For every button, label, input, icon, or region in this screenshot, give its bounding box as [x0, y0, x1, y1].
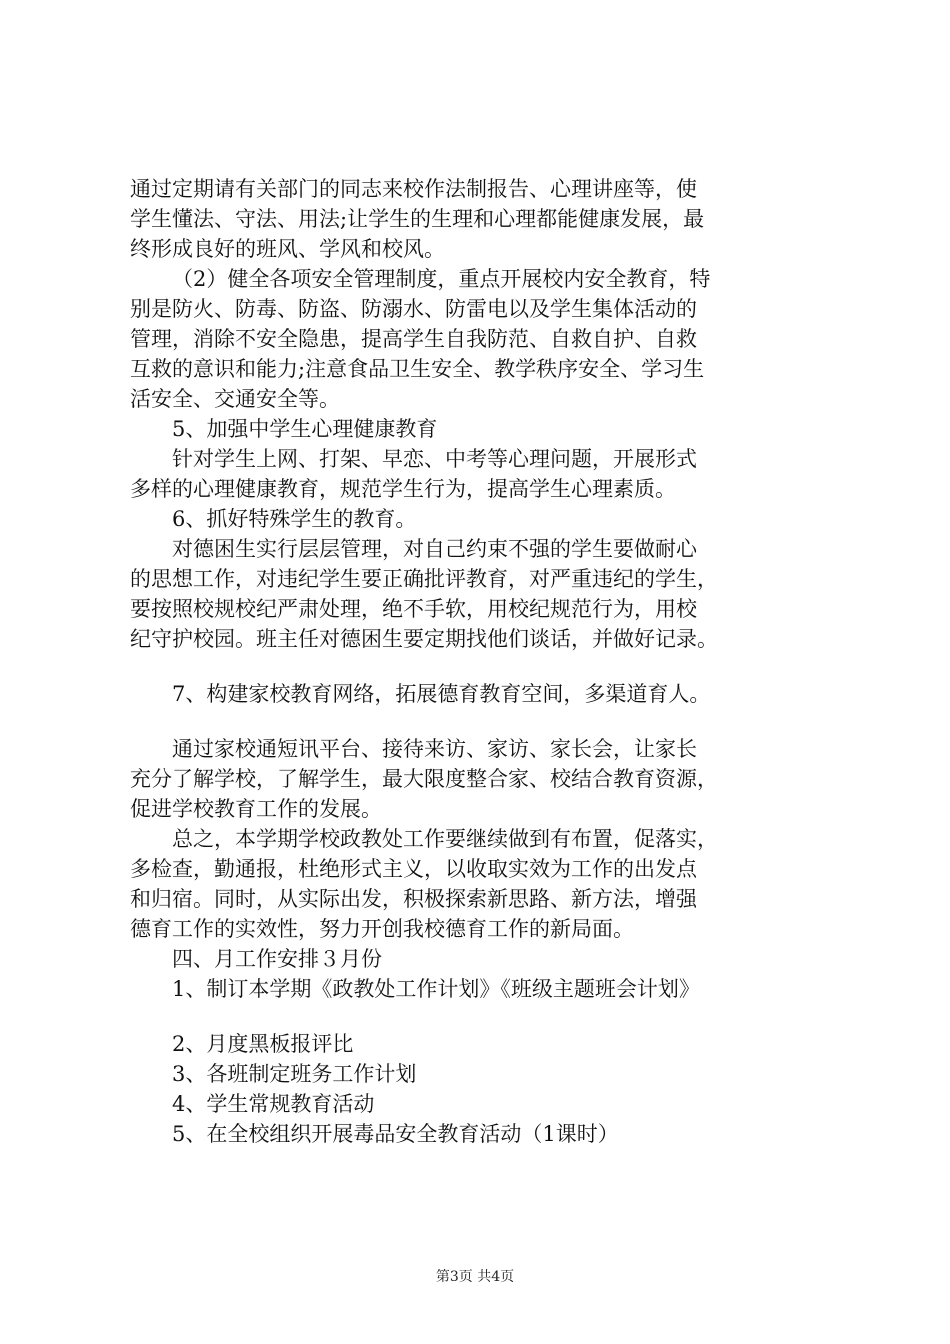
paragraph-gap [130, 654, 826, 679]
page-number-footer: 第3页 共4页 [435, 1269, 515, 1285]
paragraph-line: 互救的意识和能力;注意食品卫生安全、教学秩序安全、学习生 [130, 357, 705, 381]
paragraph-line: 学生懂法、守法、用法;让学生的生理和心理都能健康发展，最 [130, 207, 705, 231]
paragraph-line: 管理，消除不安全隐患，提高学生自我防范、自救自护、自救 [130, 327, 697, 351]
paragraph-line: 和归宿。同时，从实际出发，积极探索新思路、新方法，增强 [130, 887, 697, 911]
paragraph-line: 多检查，勤通报，杜绝形式主义，以收取实效为工作的出发点 [130, 857, 697, 881]
paragraph-line: 活安全、交通安全等。 [130, 387, 340, 411]
paragraph-gap [130, 1004, 826, 1029]
paragraph-line: 充分了解学校，了解学生，最大限度整合家、校结合教育资源， [130, 767, 718, 791]
section-heading: 6、抓好特殊学生的教育。 [172, 507, 417, 531]
section-heading: 四、月工作安排３月份 [172, 947, 382, 971]
paragraph-line: 对德困生实行层层管理，对自己约束不强的学生要做耐心 [172, 537, 697, 561]
paragraph-line: 要按照校规校纪严肃处理，绝不手软，用校纪规范行为，用校 [130, 597, 697, 621]
paragraph-line: 纪守护校园。班主任对德困生要定期找他们谈话，并做好记录。 [130, 627, 718, 651]
paragraph-line: 终形成良好的班风、学风和校风。 [130, 237, 445, 261]
paragraph-line: 通过定期请有关部门的同志来校作法制报告、心理讲座等，使 [130, 177, 697, 201]
paragraph-gap [130, 709, 826, 734]
paragraph-line: 促进学校教育工作的发展。 [130, 797, 382, 821]
paragraph-line: 别是防火、防毒、防盗、防溺水、防雷电以及学生集体活动的 [130, 297, 697, 321]
paragraph-line: 多样的心理健康教育，规范学生行为，提高学生心理素质。 [130, 477, 676, 501]
paragraph-line: （2）健全各项安全管理制度，重点开展校内安全教育，特 [172, 267, 711, 291]
paragraph-line: 通过家校通短讯平台、接待来访、家访、家长会，让家长 [172, 737, 697, 761]
section-heading: 5、加强中学生心理健康教育 [172, 417, 438, 441]
paragraph-line: 的思想工作，对违纪学生要正确批评教育，对严重违纪的学生， [130, 567, 718, 591]
list-item: 1、制订本学期《政教处工作计划》《班级主题班会计划》 [172, 977, 700, 1001]
list-item: 5、在全校组织开展毒品安全教育活动（1课时） [172, 1122, 619, 1146]
list-item: 3、各班制定班务工作计划 [172, 1062, 417, 1086]
list-item: 2、月度黑板报评比 [172, 1032, 354, 1056]
paragraph-line: 总之，本学期学校政教处工作要继续做到有布置，促落实， [172, 827, 718, 851]
paragraph-line: 德育工作的实效性，努力开创我校德育工作的新局面。 [130, 917, 634, 941]
section-heading: 7、构建家校教育网络，拓展德育教育空间，多渠道育人。 [172, 682, 711, 706]
paragraph-line: 针对学生上网、打架、早恋、中考等心理问题，开展形式 [172, 447, 697, 471]
document-body [130, 174, 826, 1149]
list-item: 4、学生常规教育活动 [172, 1092, 375, 1116]
